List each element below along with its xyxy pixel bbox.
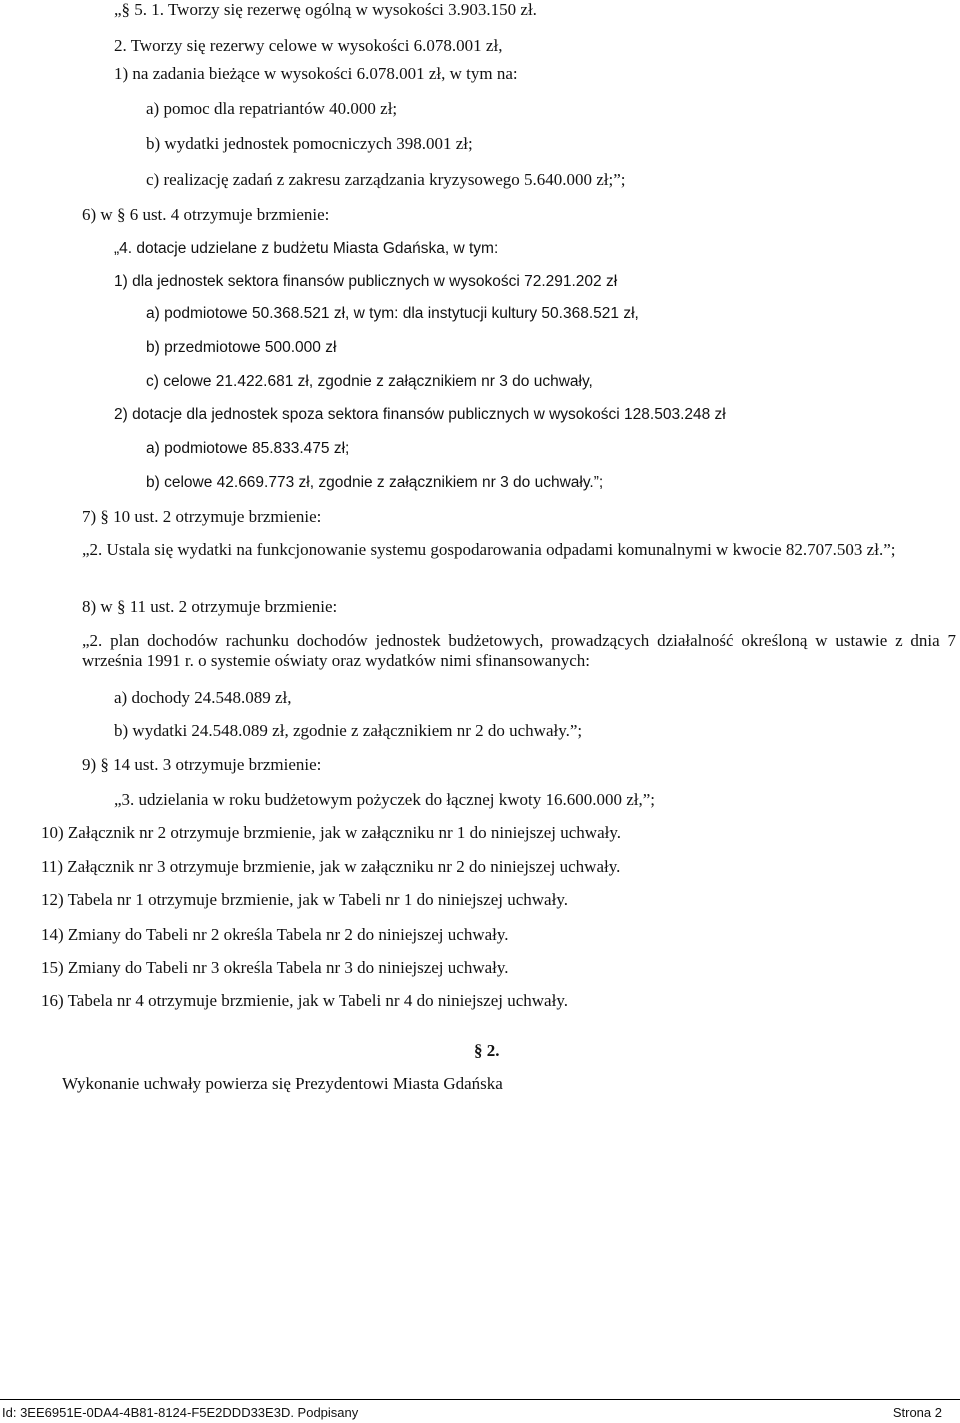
text-line: b) wydatki 24.548.089 zł, zgodnie z załącznikiem nr 2 do uchwały.”; — [114, 721, 583, 740]
text-line: 10) Załącznik nr 2 otrzymuje brzmienie, jak w załączniku nr 1 do niniejszej uchwały. — [41, 823, 621, 842]
text-line: c) celowe 21.422.681 zł, zgodnie z załącznikiem nr 3 do uchwały, — [146, 373, 593, 390]
text-line: 15) Zmiany do Tabeli nr 3 określa Tabela nr 3 do niniejszej uchwały. — [41, 958, 509, 977]
text-line: 9) § 14 ust. 3 otrzymuje brzmienie: — [82, 755, 322, 774]
text-line: a) podmiotowe 50.368.521 zł, w tym: dla instytucji kultury 50.368.521 zł, — [146, 305, 639, 322]
section-heading: § 2. — [474, 1041, 500, 1060]
text-line: b) przedmiotowe 500.000 zł — [146, 339, 337, 356]
text-paragraph: „2. Ustala się wydatki na funkcjonowanie systemu gospodarowania odpadami komunalnymi w kwocie 82.707.503 zł.”; — [82, 540, 896, 559]
text-line: 1) dla jednostek sektora finansów publicznych w wysokości 72.291.202 zł — [114, 273, 618, 290]
text-line: a) podmiotowe 85.833.475 zł; — [146, 440, 350, 457]
text-line: c) realizację zadań z zakresu zarządzania kryzysowego 5.640.000 zł;”; — [146, 170, 626, 189]
text-paragraph: „2. plan dochodów rachunku dochodów jednostek budżetowych, prowadzących działalność określoną w ustawie z dnia 7 września 1991 r. o systemie oświaty oraz wydatków nimi sfinansowanych: — [82, 631, 956, 670]
text-line: „4. dotacje udzielane z budżetu Miasta Gdańska, w tym: — [114, 240, 499, 257]
text-line: 8) w § 11 ust. 2 otrzymuje brzmienie: — [82, 597, 338, 616]
text-line: 7) § 10 ust. 2 otrzymuje brzmienie: — [82, 507, 322, 526]
section-text: Wykonanie uchwały powierza się Prezydentowi Miasta Gdańska — [62, 1074, 503, 1093]
text-line: 14) Zmiany do Tabeli nr 2 określa Tabela nr 2 do niniejszej uchwały. — [41, 925, 509, 944]
text-line: „3. udzielania w roku budżetowym pożyczek do łącznej kwoty 16.600.000 zł,”; — [114, 790, 655, 809]
text-line: „§ 5. 1. Tworzy się rezerwę ogólną w wysokości 3.903.150 zł. — [114, 0, 537, 19]
footer-divider — [0, 1399, 960, 1400]
document-id: Id: 3EE6951E-0DA4-4B81-8124-F5E2DDD33E3D. Podpisany — [2, 1405, 359, 1420]
text-line: 2. Tworzy się rezerwy celowe w wysokości 6.078.001 zł, — [114, 36, 503, 55]
text-line: a) pomoc dla repatriantów 40.000 zł; — [146, 99, 398, 118]
text-line: 16) Tabela nr 4 otrzymuje brzmienie, jak w Tabeli nr 4 do niniejszej uchwały. — [41, 991, 568, 1010]
text-line: 2) dotacje dla jednostek spoza sektora finansów publicznych w wysokości 128.503.248 zł — [114, 406, 726, 423]
text-line: a) dochody 24.548.089 zł, — [114, 688, 292, 707]
text-line: 11) Załącznik nr 3 otrzymuje brzmienie, jak w załączniku nr 2 do niniejszej uchwały. — [41, 857, 621, 876]
text-line: 1) na zadania bieżące w wysokości 6.078.001 zł, w tym na: — [114, 64, 518, 83]
text-line: b) celowe 42.669.773 zł, zgodnie z załącznikiem nr 3 do uchwały.”; — [146, 474, 604, 491]
page-number: Strona 2 — [892, 1405, 942, 1420]
text-line: 12) Tabela nr 1 otrzymuje brzmienie, jak w Tabeli nr 1 do niniejszej uchwały. — [41, 890, 568, 909]
text-line: b) wydatki jednostek pomocniczych 398.001 zł; — [146, 134, 473, 153]
text-line: 6) w § 6 ust. 4 otrzymuje brzmienie: — [82, 205, 330, 224]
